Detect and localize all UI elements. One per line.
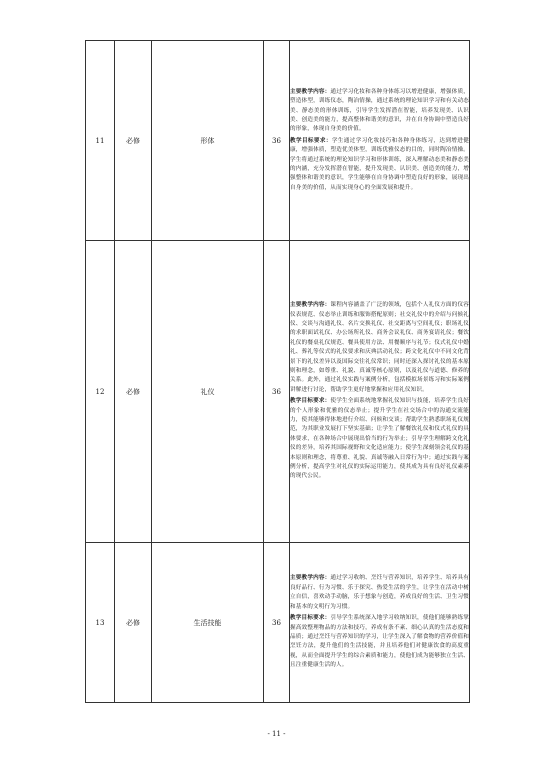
course-name: 生活技能 [152,543,264,703]
course-name: 形体 [152,41,264,241]
teaching-goal-label: 教学目标要求： [290,615,331,622]
course-hours: 36 [264,543,290,703]
main-content-text: 课程内容涵盖了广泛的领域，包括个人礼仪方面的仪容仪表规范、仪态举止训练和服饰搭配原则；社交礼仪中的介绍与问候礼仪、交谈与沟通礼仪、名片交换礼仪、社交距离与空间礼仪；职场礼仪的求职面试礼仪、办公场所礼仪、商务会议礼仪、商务宴请礼仪；餐饮礼仪的餐桌礼仪规范、餐具使用方法、用餐顺序与礼节；仪式礼仪中婚礼、葬礼等仪式的礼仪要求和庆典活动礼仪；跨文化礼仪中不同文化背景下的礼仪差异以及国际交往礼仪常识；同时还深入探讨礼仪的基本原则和理念，如尊重、礼貌、真诚等核心原则，以及礼仪与道德、修养的关系。此外，通过礼仪实践与案例分析，包括模拟场景练习和实际案例讲解进行讨论，帮助学生更好地掌握和应用礼仪知识。 [290,302,469,393]
main-content-text: 通过学习收纳、烹饪与营养知识，培养学生、培养具有良好品行、行为习惯、乐于探究、热爱生活的学生，让学生在活动中树立自信，喜欢动手动脑，乐于想象与创造，养成良好的生活、卫生习惯和基本的文明行为习惯。 [290,575,469,610]
teaching-goal-block [290,614,469,670]
teaching-goal-block [290,397,469,482]
course-type: 必修 [115,543,152,703]
main-content-block [290,88,469,135]
course-hours: 36 [264,241,290,543]
teaching-goal-text: 引导学生系统深入地学习收纳知识，使他们能够熟练掌握高效整理物品的方法和技巧，养成有条不紊、细心认真的生活态度和品质；通过烹饪与营养知识的学习，让学生深入了解食物的营养价值和烹饪方法，提升他们的生活技能，并且培养他们对健康饮食的高度重视，从而全面提升学生的综合素质和能力，使他们成为能够独立生活、且注重健康生活的人。 [290,615,469,669]
course-hours: 36 [264,41,290,241]
teaching-goal-text: 学生通过学习化妆技巧和各种身体练习，达到增进健康，增强体质，塑造优美体型，训练优雅仪态的目的，同时陶冶情操。学生将通过系统的理论知识学习和形体训练，深入理解动态美和静态美的内涵，充分发挥潜在智能，提升发现美、认识美、创造美的能力，增强整体和谐美的意识，学生能够在自身协调中塑造良好的形象，展现出自身美的价值，从而实现身心的全面发展和提升。 [290,137,469,191]
course-table [85,40,470,703]
main-content-block [290,301,469,395]
course-description [290,241,470,543]
main-content-block [290,574,469,612]
course-row-12 [86,241,470,543]
teaching-goal-label: 教学目标要求： [290,137,332,144]
teaching-goal-label: 教学目标要求： [290,398,331,405]
course-description [290,543,470,703]
main-content-label: 主要教学内容： [290,302,331,309]
course-number: 13 [86,543,115,703]
teaching-goal-text: 使学生全面系统地掌握礼仪知识与技能，培养学生良好的个人形象和优雅的仪态举止；提升学生在社交场合中的沟通交流能力，使其能够得体地进行介绍、问候和交谈；帮助学生熟悉职场礼仪规范，为其职业发展打下坚实基础；让学生了解餐饮礼仪和仪式礼仪的具体要求，在各种场合中展现出恰当的行为举止；引导学生理解跨文化礼仪的差异，培养其国际视野和文化适应能力；使学生深刻领会礼仪的基本原则和理念，将尊重、礼貌、真诚等融入日常行为中；通过实践与案例分析，提高学生对礼仪的实际运用能力，使其成为具有良好礼仪素养的现代公民。 [290,398,469,480]
teaching-goal-block [290,137,469,193]
course-description [290,41,470,241]
course-number: 12 [86,241,115,543]
course-name: 礼仪 [152,241,264,543]
course-row-13 [86,543,470,703]
main-content-label: 主要教学内容： [290,88,331,95]
course-number: 11 [86,41,115,241]
course-type: 必修 [115,41,152,241]
course-type: 必修 [115,241,152,543]
page-number: - 11 - [267,730,286,738]
main-content-label: 主要教学内容： [290,575,331,582]
course-row-11 [86,41,470,241]
main-content-text: 通过学习化妆和各种身体练习以增进健康，增强体质，塑造体型，训练仪态，陶冶情操，通过系统的理论知识学习和有关动态美、静态美的形体训练，引导学生发挥潜在智能，培养发现美、认识美、创造美的能力，提高整体和谐美的意识，并在自身协调中塑造良好的形象，体现自身美的价值。 [290,88,469,133]
